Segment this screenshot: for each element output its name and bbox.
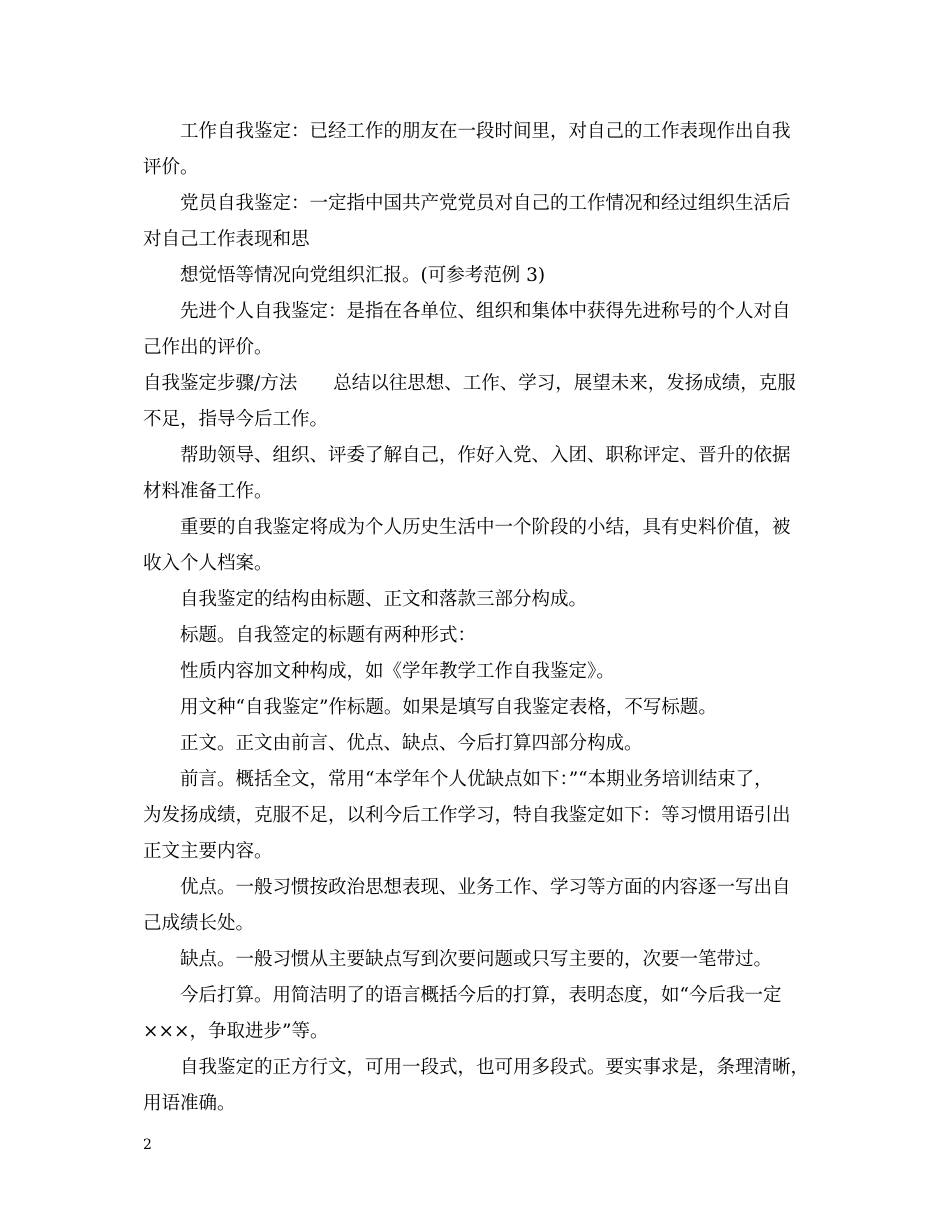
paragraph-line (143, 546, 811, 582)
line-text: 自我鉴定的结构由标题、正文和落款三部分构成。 (180, 589, 588, 610)
paragraph-line (143, 1014, 811, 1050)
line-text: 己成绩长处。 (143, 913, 255, 934)
paragraph (143, 726, 811, 762)
paragraph-line (143, 1050, 811, 1086)
paragraph-line (143, 1086, 811, 1122)
paragraph-line (143, 258, 811, 294)
paragraph-line (143, 366, 811, 402)
paragraph-line (143, 690, 811, 726)
paragraph-line (143, 870, 811, 906)
paragraph (143, 582, 811, 618)
line-text: 重要的自我鉴定将成为个人历史生活中一个阶段的小结，具有史料价值，被 (180, 517, 791, 538)
line-text: 先进个人自我鉴定：是指在各单位、组织和集体中获得先进称号的个人对自 (180, 301, 791, 322)
line-text: ×××，争取进步”等。 (143, 1021, 329, 1042)
paragraph-line (143, 294, 811, 330)
line-text: 自我鉴定的正方行文，可用一段式，也可用多段式。要实事求是，条理清晰， (180, 1057, 810, 1078)
paragraph (143, 690, 811, 726)
line-text: 今后打算。用简洁明了的语言概括今后的打算，表明态度，如“今后我一定 (180, 985, 782, 1006)
paragraph-line (143, 438, 811, 474)
paragraph (143, 762, 811, 870)
line-text: 材料准备工作。 (143, 481, 273, 502)
paragraph-line (143, 834, 811, 870)
line-text: 前言。概括全文，常用“本学年个人优缺点如下：”“本期业务培训结束了， (180, 769, 773, 790)
paragraph (143, 258, 811, 294)
line-text: 评价。 (143, 157, 199, 178)
paragraph-line (143, 474, 811, 510)
paragraph (143, 366, 811, 438)
line-text: 正文主要内容。 (143, 841, 273, 862)
paragraph-line (143, 150, 811, 186)
line-text: 收入个人档案。 (143, 553, 273, 574)
paragraph-line (143, 906, 811, 942)
paragraph-line (143, 654, 811, 690)
page-number: 2 (143, 1137, 152, 1153)
paragraph (143, 294, 811, 366)
paragraph-line (143, 330, 811, 366)
line-text: 性质内容加文种构成，如《学年教学工作自我鉴定》。 (180, 661, 615, 682)
paragraph (143, 114, 811, 186)
line-text: 正文。正文由前言、优点、缺点、今后打算四部分构成。 (180, 733, 643, 754)
paragraph-line (143, 510, 811, 546)
paragraph (143, 618, 811, 654)
paragraph (143, 1050, 811, 1122)
line-text: 标题。自我签定的标题有两种形式： (180, 625, 477, 646)
paragraph-line (143, 726, 811, 762)
paragraph-line (143, 762, 811, 798)
paragraph (143, 654, 811, 690)
section-heading: 自我鉴定步骤/方法 (143, 373, 298, 394)
line-text: 对自己工作表现和思 (143, 229, 310, 250)
paragraph (143, 438, 811, 510)
line-text: 不足，指导今后工作。 (143, 409, 329, 430)
line-text: 缺点。一般习惯从主要缺点写到次要问题或只写主要的，次要一笔带过。 (180, 949, 773, 970)
line-text: 党员自我鉴定：一定指中国共产党党员对自己的工作情况和经过组织生活后 (180, 193, 791, 214)
paragraph-line (143, 978, 811, 1014)
paragraph (143, 510, 811, 582)
line-text: 总结以往思想、工作、学习，展望未来，发扬成绩，克服 (333, 373, 796, 394)
line-text: 帮助领导、组织、评委了解自己，作好入党、入团、职称评定、晋升的依据 (180, 445, 791, 466)
paragraph-line (143, 402, 811, 438)
line-text: 工作自我鉴定：已经工作的朋友在一段时间里，对自己的工作表现作出自我 (180, 121, 791, 142)
paragraph-line (143, 582, 811, 618)
paragraph-line (143, 942, 811, 978)
paragraph (143, 870, 811, 942)
line-text: 用文种“自我鉴定”作标题。如果是填写自我鉴定表格，不写标题。 (180, 697, 717, 718)
line-text: 优点。一般习惯按政治思想表现、业务工作、学习等方面的内容逐一写出自 (180, 877, 791, 898)
paragraph-line (143, 186, 811, 222)
paragraph-line (143, 618, 811, 654)
paragraph (143, 186, 811, 258)
document-body (143, 114, 811, 1122)
paragraph-line (143, 114, 811, 150)
line-text: 用语准确。 (143, 1093, 236, 1114)
paragraph (143, 942, 811, 978)
paragraph (143, 978, 811, 1050)
paragraph-line (143, 222, 811, 258)
line-text: 想觉悟等情况向党组织汇报。(可参考范例 3) (180, 265, 546, 286)
line-text: 己作出的评价。 (143, 337, 273, 358)
paragraph-line (143, 798, 811, 834)
line-text: 为发扬成绩，克服不足，以利今后工作学习，特自我鉴定如下：等习惯用语引出 (143, 805, 791, 826)
